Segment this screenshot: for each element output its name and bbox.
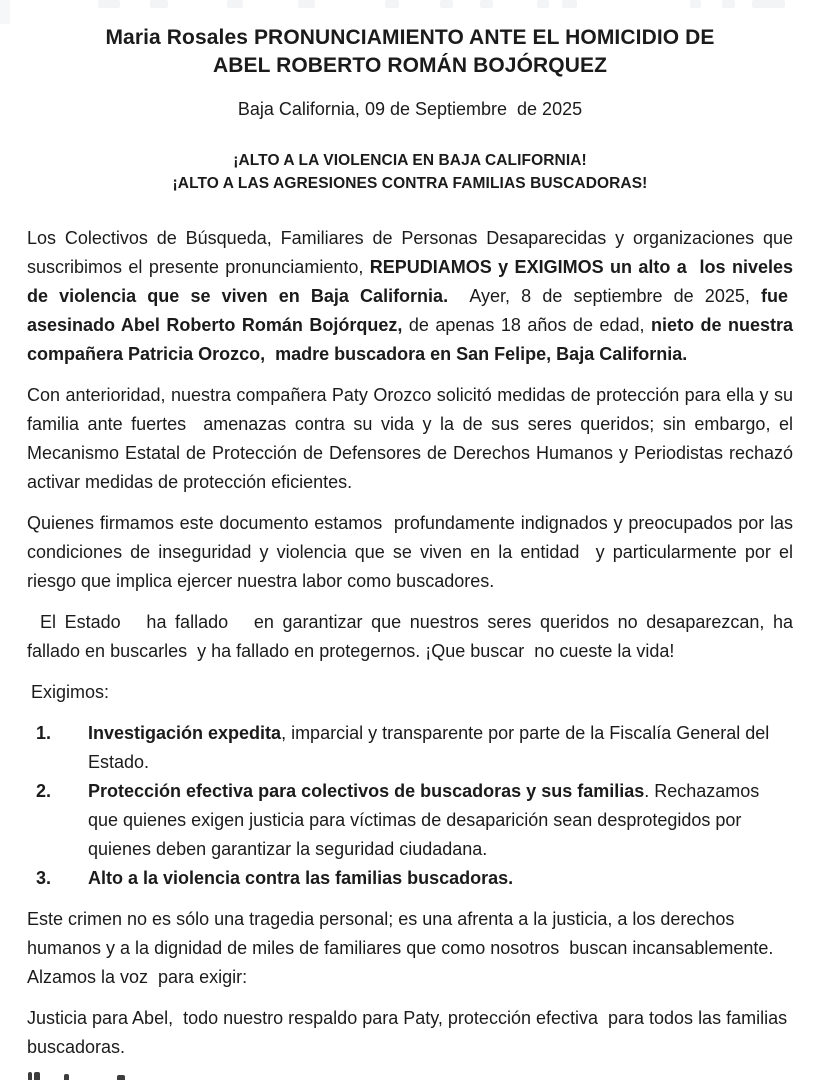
list-item-text: Investigación expedita, imparcial y transparente por parte de la Fiscalía General del Estado.: [88, 723, 770, 772]
paragraph-protection-request: Con anterioridad, nuestra compañera Paty Orozco solicitó medidas de protección para ella y su familia ante fuertes amenazas contra su vida y la de sus seres queridos; sin embargo, el Mecanismo Estatal de Protección de Defensores de Derechos Humanos y Periodistas rechazó activar medidas de protección eficientes.: [27, 385, 793, 492]
slogan-block: [27, 149, 793, 195]
list-item-text: Alto a la violencia contra las familias buscadoras.: [88, 868, 514, 888]
list-item-text: Protección efectiva para colectivos de buscadoras y sus familias. Rechazamos que quienes exigen justicia para víctimas de desaparición sean desprotegidos por quienes deben garantizar la seguridad ciudadana.: [88, 781, 760, 859]
title-line-2: ABEL ROBERTO ROMÁN BOJÓRQUEZ: [212, 54, 608, 77]
dateline: Baja California, 09 de Septiembre de 2025: [237, 99, 583, 119]
demands-heading: Exigimos:: [31, 682, 110, 702]
cut-off-text-fragment: [117, 1075, 125, 1080]
list-item-demand-1: [27, 719, 793, 777]
paragraph-crime-affront: Este crimen no es sólo una tragedia personal; es una afrenta a la justicia, a los derechos humanos y a la dignidad de miles de familiares que como nosotros buscan incansablemente. Alzamos la voz para exigir:: [27, 909, 779, 987]
list-number: 1.: [36, 723, 52, 743]
cut-off-text-fragment: [28, 1072, 32, 1080]
title-line-1: Maria Rosales PRONUNCIAMIENTO ANTE EL HOMICIDIO DE: [105, 26, 715, 49]
slogan-line-1: ¡ALTO A LA VIOLENCIA EN BAJA CALIFORNIA!: [233, 152, 587, 169]
cut-off-text-fragment: [34, 1072, 40, 1080]
paragraph-indignation: Quienes firmamos este documento estamos profundamente indignados y preocupados por las condiciones de inseguridad y violencia que se viven en la entidad y particularmente por el riesgo que implica ejercer nuestra labor como buscadores.: [27, 513, 793, 591]
paragraph-state-failure: El Estado ha fallado en garantizar que nuestros seres queridos no desaparezcan, ha fallado en buscarles y ha fallado en protegernos. ¡Que buscar no cueste la vida!: [27, 612, 793, 661]
demands-list: [27, 719, 793, 893]
list-item-demand-2: [27, 777, 793, 864]
list-number: 2.: [36, 781, 52, 801]
paragraph-repudiation: Los Colectivos de Búsqueda, Familiares de Personas Desaparecidas y organizaciones que suscribimos el presente pronunciamiento, REPUDIAMOS y EXIGIMOS un alto a los niveles de violencia que se viven en Baja California. Ayer, 8 de septiembre de 2025, fue asesinado Abel Roberto Román Bojórquez, de apenas 18 años de edad, nieto de nuestra compañera Patricia Orozco, madre buscadora en San Felipe, Baja California.: [27, 228, 793, 364]
slogan-line-2: ¡ALTO A LAS AGRESIONES CONTRA FAMILIAS BUSCADORAS!: [172, 175, 648, 192]
list-item-demand-3: [27, 864, 793, 893]
paragraph-justice-for-abel: Justicia para Abel, todo nuestro respaldo para Paty, protección efectiva para todos las familias buscadoras.: [27, 1008, 793, 1057]
cut-off-text-fragment: [64, 1074, 69, 1080]
list-number: 3.: [36, 868, 52, 888]
page-title: [27, 24, 793, 80]
